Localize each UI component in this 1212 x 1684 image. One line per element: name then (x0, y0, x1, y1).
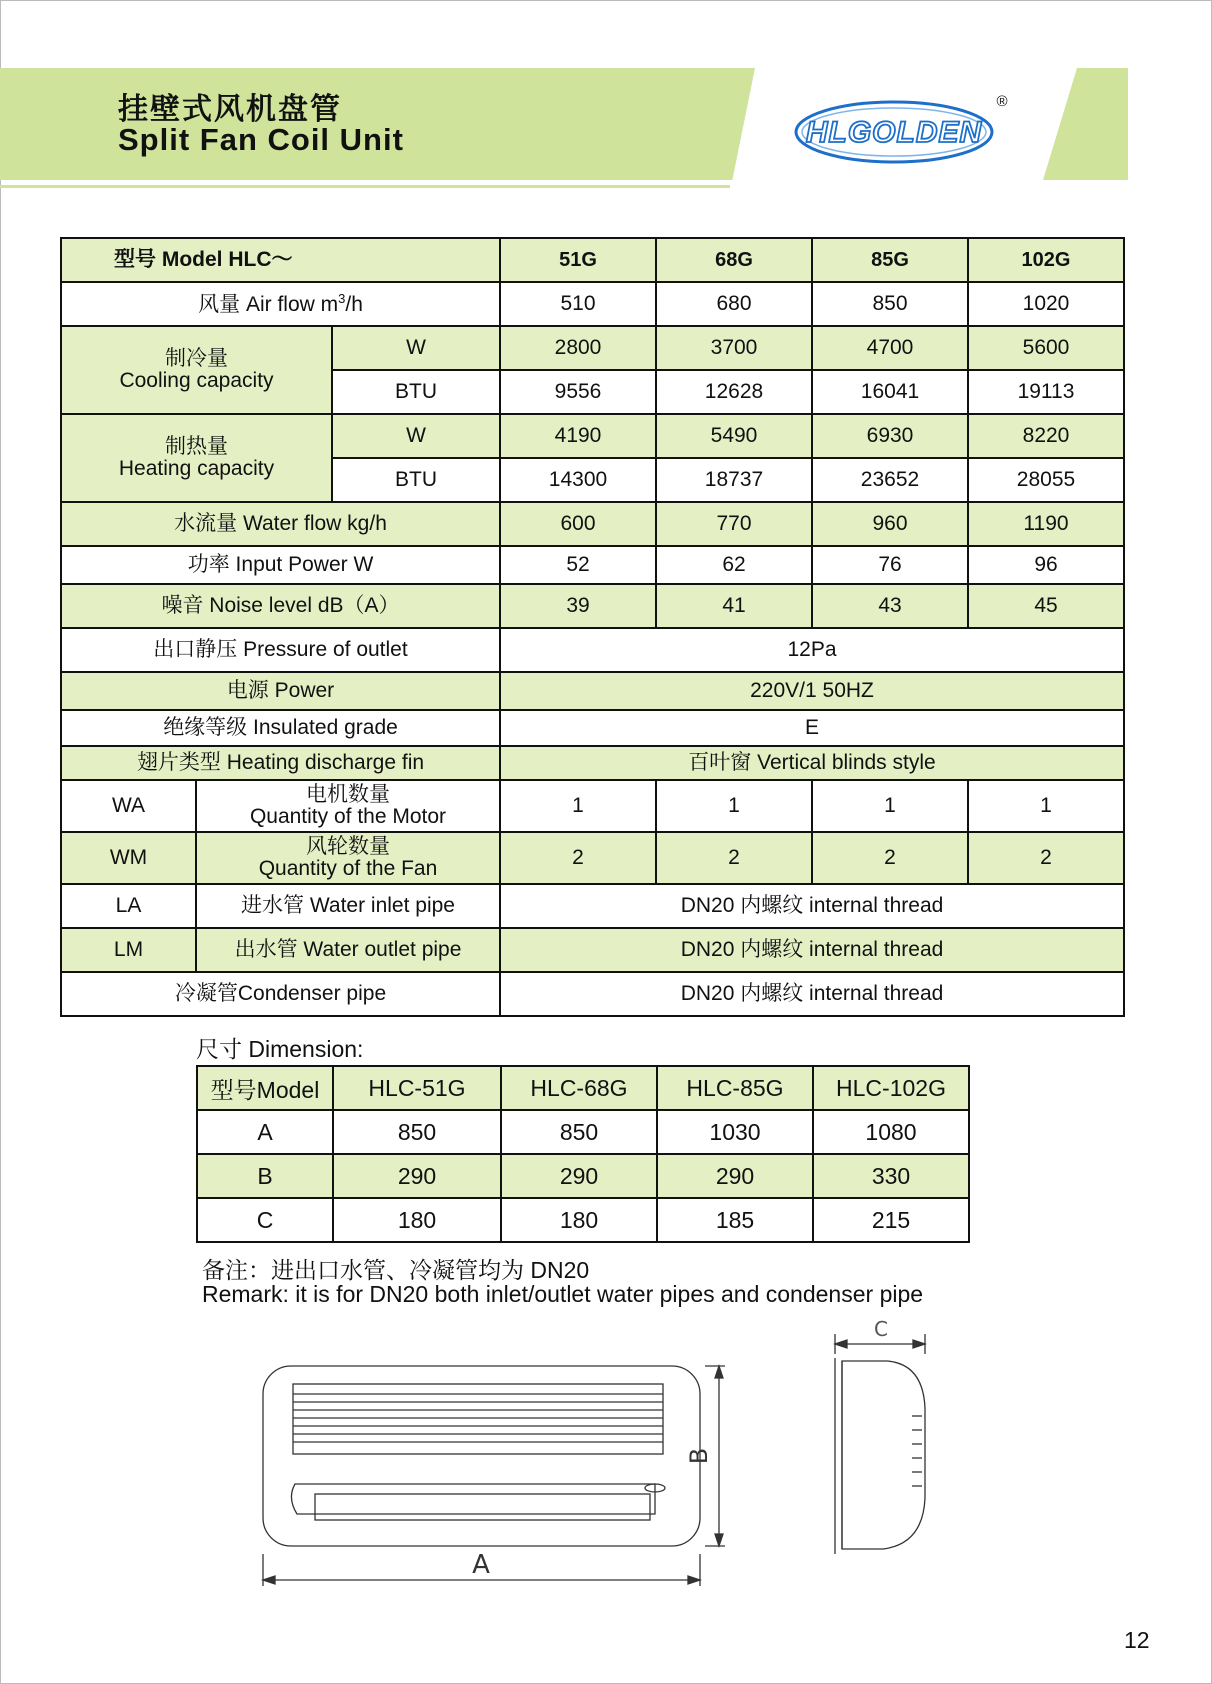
heating-btu-value: 14300 (500, 458, 656, 502)
dimension-cell: 1080 (813, 1110, 969, 1154)
heating-btu-value: 23652 (812, 458, 968, 502)
heating-w-value: 6930 (812, 414, 968, 458)
model-name: 51G (500, 238, 656, 282)
input-power-value: 76 (812, 546, 968, 584)
heating-btu-value: 28055 (968, 458, 1124, 502)
dimension-cell: 185 (657, 1198, 813, 1242)
cooling-btu-value: 16041 (812, 370, 968, 414)
outlet-value: DN20 内螺纹 internal thread (500, 928, 1124, 972)
noise-value: 39 (500, 584, 656, 628)
airflow-value: 850 (812, 282, 968, 326)
page-number: 12 (1124, 1627, 1150, 1653)
dimension-cell: 330 (813, 1154, 969, 1198)
table-row (61, 546, 1124, 584)
table-row (61, 972, 1124, 1016)
noise-value: 41 (656, 584, 812, 628)
table-row (197, 1110, 969, 1154)
waterflow-value: 600 (500, 502, 656, 546)
power-value: 220V/1 50HZ (500, 672, 1124, 710)
dimension-cell: 290 (333, 1154, 501, 1198)
table-row (61, 502, 1124, 546)
motor-label-cn: 电机数量 (306, 782, 390, 806)
heating-btu-value: 18737 (656, 458, 812, 502)
cooling-w-value: 5600 (968, 326, 1124, 370)
dimension-cell: 180 (333, 1198, 501, 1242)
table-row (61, 928, 1124, 972)
cooling-w-value: 3700 (656, 326, 812, 370)
dimension-header: HLC-68G (501, 1066, 657, 1110)
waterflow-value: 1190 (968, 502, 1124, 546)
dimension-cell: 850 (333, 1110, 501, 1154)
motor-label (196, 780, 500, 832)
inlet-value: DN20 内螺纹 internal thread (500, 884, 1124, 928)
label-b: B (685, 1447, 713, 1465)
power-label: 电源 Power (61, 672, 500, 710)
dimension-cell: A (197, 1110, 333, 1154)
input-power-label: 功率 Input Power W (61, 546, 500, 584)
dimension-cell: C (197, 1198, 333, 1242)
fan-label-cn: 风轮数量 (306, 834, 390, 858)
fan-code: WM (61, 832, 196, 884)
inlet-code: LA (61, 884, 196, 928)
side-vents (912, 1416, 922, 1486)
insulated-value: E (500, 710, 1124, 746)
table-row (61, 884, 1124, 928)
table-row (61, 746, 1124, 780)
label-c: C (874, 1318, 888, 1341)
motor-code: WA (61, 780, 196, 832)
pressure-label: 出口静压 Pressure of outlet (61, 628, 500, 672)
dimension-header: HLC-51G (333, 1066, 501, 1110)
fan-value: 2 (500, 832, 656, 884)
noise-label: 噪音 Noise level dB（A） (61, 584, 500, 628)
arrow-up-icon (715, 1366, 723, 1378)
cooling-w-value: 4700 (812, 326, 968, 370)
pressure-value: 12Pa (500, 628, 1124, 672)
unit-side-body (842, 1361, 925, 1549)
airflow-value: 1020 (968, 282, 1124, 326)
dimension-table (196, 1065, 970, 1243)
heating-w-value: 5490 (656, 414, 812, 458)
header-underline (0, 185, 730, 188)
input-power-value: 62 (656, 546, 812, 584)
table-row (61, 672, 1124, 710)
table-row (61, 832, 1124, 884)
fin-value: 百叶窗 Vertical blinds style (500, 746, 1124, 780)
fan-value: 2 (812, 832, 968, 884)
arrow-right-icon (913, 1340, 925, 1348)
dimension-cell: 850 (501, 1110, 657, 1154)
spec-table (60, 237, 1125, 1017)
cooling-btu-value: 19113 (968, 370, 1124, 414)
heating-label (61, 414, 332, 502)
table-row (61, 628, 1124, 672)
table-row (61, 238, 1124, 282)
heating-w-value: 8220 (968, 414, 1124, 458)
label-a: A (472, 1550, 490, 1580)
logo-text: HLGOLDEN (805, 116, 983, 149)
arrow-left-icon (263, 1576, 275, 1584)
unit-outlet (291, 1484, 655, 1514)
fin-label: 翅片类型 Heating discharge fin (61, 746, 500, 780)
cooling-btu-value: 9556 (500, 370, 656, 414)
airflow-value: 680 (656, 282, 812, 326)
table-row (61, 780, 1124, 832)
title-chinese: 挂壁式风机盘管 (118, 92, 342, 127)
heating-w-value: 4190 (500, 414, 656, 458)
insulated-label: 绝缘等级 Insulated grade (61, 710, 500, 746)
dimension-header: HLC-102G (813, 1066, 969, 1110)
airflow-label: 风量 Air flow $m^3/h$ (61, 282, 500, 326)
waterflow-label: 水流量 Water flow kg/h (61, 502, 500, 546)
dimension-cell: 180 (501, 1198, 657, 1242)
dimension-cell: 290 (501, 1154, 657, 1198)
cooling-w-value: 2800 (500, 326, 656, 370)
table-row (61, 584, 1124, 628)
dimension-header: HLC-85G (657, 1066, 813, 1110)
arrow-down-icon (715, 1534, 723, 1546)
table-row (61, 414, 1124, 458)
heating-label-cn: 制热量 (165, 434, 228, 458)
heating-label-en: Heating capacity (118, 457, 275, 480)
noise-value: 45 (968, 584, 1124, 628)
table-row (197, 1154, 969, 1198)
input-power-value: 52 (500, 546, 656, 584)
motor-value: 1 (812, 780, 968, 832)
model-name: 85G (812, 238, 968, 282)
grille-lines (293, 1394, 663, 1442)
dimension-title: 尺寸 Dimension: (196, 1036, 364, 1062)
condenser-label: 冷凝管Condenser pipe (61, 972, 500, 1016)
dimension-cell: 290 (657, 1154, 813, 1198)
unit-outlet-vane (315, 1494, 650, 1520)
noise-value: 43 (812, 584, 968, 628)
cooling-label-en: Cooling capacity (119, 369, 274, 392)
dimension-cell: 1030 (657, 1110, 813, 1154)
unit-label: BTU (332, 458, 500, 502)
fan-value: 2 (656, 832, 812, 884)
dimension-cell: 215 (813, 1198, 969, 1242)
airflow-value: 510 (500, 282, 656, 326)
unit-label: BTU (332, 370, 500, 414)
outlet-code: LM (61, 928, 196, 972)
waterflow-value: 960 (812, 502, 968, 546)
motor-value: 1 (500, 780, 656, 832)
unit-front-body (263, 1366, 700, 1546)
table-row (197, 1198, 969, 1242)
model-label: 型号 Model HLC～ (61, 238, 500, 282)
motor-value: 1 (656, 780, 812, 832)
remark-english: Remark: it is for DN20 both inlet/outlet water pipes and condenser pipe (202, 1281, 924, 1307)
cooling-label-cn: 制冷量 (165, 346, 228, 370)
condenser-value: DN20 内螺纹 internal thread (500, 972, 1124, 1016)
dimension-header: 型号Model (197, 1066, 333, 1110)
outlet-label: 出水管 Water outlet pipe (196, 928, 500, 972)
fan-label (196, 832, 500, 884)
arrow-left-icon (835, 1340, 847, 1348)
unit-label: W (332, 326, 500, 370)
unit-label: W (332, 414, 500, 458)
model-name: 68G (656, 238, 812, 282)
fan-value: 2 (968, 832, 1124, 884)
unit-drawing (255, 1318, 955, 1618)
registered-mark: ® (996, 93, 1008, 110)
company-logo (794, 90, 1014, 170)
cooling-btu-value: 12628 (656, 370, 812, 414)
fan-label-en: Quantity of the Fan (258, 857, 438, 880)
waterflow-value: 770 (656, 502, 812, 546)
motor-label-en: Quantity of the Motor (249, 805, 447, 828)
inlet-label: 进水管 Water inlet pipe (196, 884, 500, 928)
table-row (61, 282, 1124, 326)
model-name: 102G (968, 238, 1124, 282)
dimension-cell: B (197, 1154, 333, 1198)
table-row (197, 1066, 969, 1110)
motor-value: 1 (968, 780, 1124, 832)
cooling-label (61, 326, 332, 414)
remark-chinese: 备注：进出口水管、冷凝管均为 DN20 (202, 1257, 590, 1283)
arrow-right-icon (688, 1576, 700, 1584)
input-power-value: 96 (968, 546, 1124, 584)
table-row (61, 326, 1124, 370)
table-row (61, 710, 1124, 746)
title-english: Split Fan Coil Unit (118, 122, 404, 157)
